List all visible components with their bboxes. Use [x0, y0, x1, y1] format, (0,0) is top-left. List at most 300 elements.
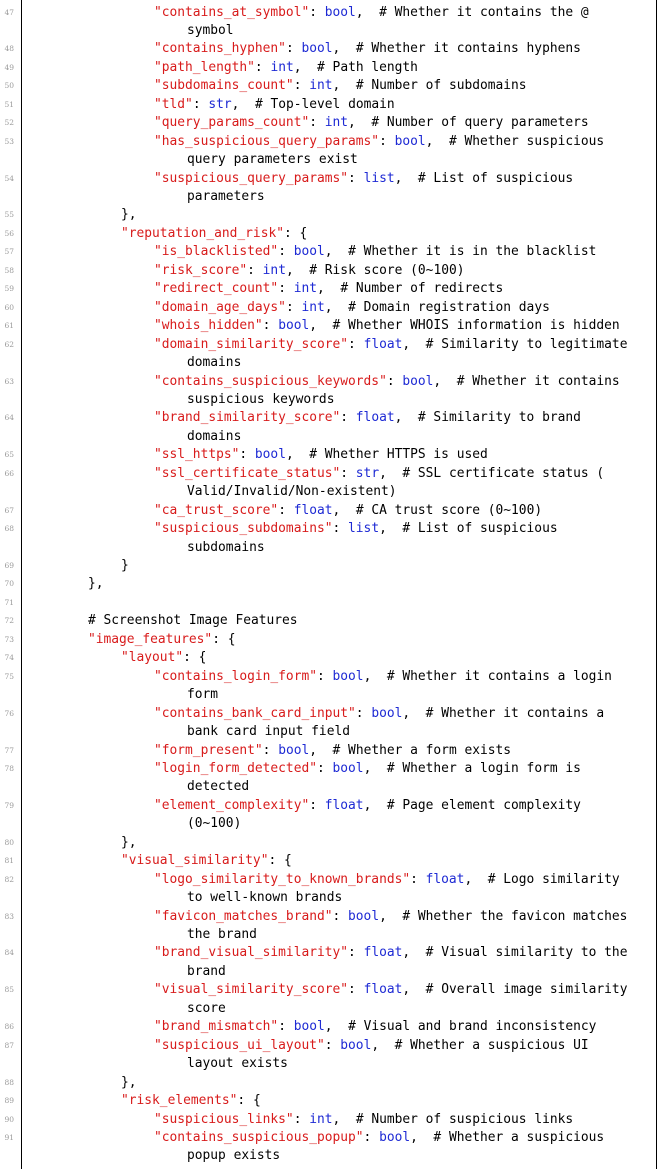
- code-text: [154, 1129, 604, 1147]
- code-line: [0, 834, 661, 852]
- string-token: "tld": [154, 96, 193, 112]
- punctuation-token: ,: [324, 299, 349, 315]
- code-text: [154, 742, 511, 760]
- punctuation-token: ,: [324, 1019, 349, 1035]
- code-line: [0, 373, 661, 391]
- code-line: [0, 59, 661, 77]
- comment-token: # Page element complexity: [386, 797, 581, 813]
- string-token: "reputation_and_risk": [121, 225, 284, 241]
- punctuation-token: :: [278, 244, 294, 260]
- punctuation-token: ,: [371, 1037, 395, 1053]
- comment-token: # Whether it is in the blacklist: [348, 244, 597, 260]
- comment-token: # Similarity to brand: [417, 410, 581, 426]
- code-line: [0, 170, 661, 188]
- code-text: [187, 815, 241, 833]
- code-line: [0, 151, 661, 169]
- punctuation-token: ,: [379, 521, 403, 537]
- punctuation-token: ,: [332, 78, 356, 94]
- comment-token: layout exists: [187, 1056, 288, 1072]
- type-token: bool: [332, 760, 364, 776]
- punctuation-token: :: [379, 133, 395, 149]
- comment-token: # SSL certificate status (: [402, 465, 605, 481]
- comment-token: Valid/Invalid/Non-existent): [187, 484, 397, 500]
- punctuation-token: :: [348, 170, 364, 186]
- comment-token: # Whether a suspicious: [433, 1129, 605, 1145]
- comment-token: # Whether a login form is: [386, 760, 581, 776]
- code-line: [0, 336, 661, 354]
- punctuation-token: :: [247, 262, 263, 278]
- string-token: "contains_suspicious_keywords": [154, 373, 387, 389]
- code-text: [187, 188, 265, 206]
- punctuation-token: :: [316, 668, 333, 684]
- punctuation-token: },: [121, 834, 137, 850]
- code-line: [0, 926, 661, 944]
- string-token: "brand_similarity_score": [154, 410, 341, 426]
- comment-token: # Path length: [317, 59, 418, 75]
- code-text: [187, 778, 249, 796]
- code-line: [0, 243, 661, 261]
- comment-token: form: [187, 687, 219, 703]
- code-text: [154, 871, 620, 889]
- punctuation-token: ,: [355, 4, 380, 20]
- line-number: 71: [4, 597, 14, 607]
- punctuation-token: :: [262, 742, 279, 758]
- type-token: bool: [348, 908, 380, 924]
- code-text: [154, 77, 527, 95]
- type-token: int: [270, 59, 294, 75]
- line-number: 49: [4, 62, 14, 72]
- type-token: bool: [379, 1129, 411, 1145]
- comment-token: # Whether a form exists: [332, 742, 512, 758]
- code-text: [121, 834, 137, 852]
- code-text: [154, 243, 596, 261]
- type-token: bool: [324, 4, 356, 20]
- type-token: bool: [402, 373, 434, 389]
- comment-token: # Whether it contains hyphens: [355, 41, 581, 57]
- code-line: [0, 963, 661, 981]
- comment-token: # Whether HTTPS is used: [309, 447, 488, 463]
- code-line: [0, 871, 661, 889]
- code-line: [0, 778, 661, 796]
- punctuation-token: :: [293, 1111, 310, 1127]
- code-line: [0, 889, 661, 907]
- code-text: [154, 262, 464, 280]
- code-text: [154, 502, 542, 520]
- punctuation-token: },: [121, 207, 137, 223]
- line-number: 69: [4, 561, 14, 570]
- punctuation-token: :: [340, 465, 356, 481]
- line-number: 76: [4, 708, 14, 718]
- code-text: [187, 723, 350, 741]
- code-line: [0, 575, 661, 593]
- code-line: [0, 539, 661, 557]
- code-text: [154, 446, 488, 464]
- comment-token: domains: [187, 428, 242, 444]
- code-text: [154, 299, 550, 317]
- code-line: [0, 354, 661, 372]
- code-line: [0, 262, 661, 280]
- punctuation-token: ,: [402, 982, 426, 998]
- code-line: [0, 797, 661, 815]
- type-token: bool: [278, 742, 310, 758]
- code-line: [0, 520, 661, 538]
- code-text: [187, 926, 257, 944]
- comment-token: # Whether it contains a: [425, 705, 605, 721]
- code-line: [0, 686, 661, 704]
- comment-token: # Screenshot Image Features: [88, 613, 298, 629]
- code-line: [0, 631, 661, 649]
- punctuation-token: ,: [425, 133, 449, 149]
- type-token: bool: [278, 318, 310, 334]
- line-number: 81: [4, 856, 14, 866]
- code-line: [0, 852, 661, 870]
- code-text: [187, 391, 334, 409]
- code-line: [0, 40, 661, 58]
- type-token: str: [208, 96, 232, 112]
- string-token: "login_form_detected": [154, 760, 317, 776]
- punctuation-token: :: [332, 908, 349, 924]
- code-line: [0, 22, 661, 40]
- comment-token: # Whether WHOIS information is hidden: [332, 318, 620, 334]
- punctuation-token: :: [309, 115, 325, 131]
- code-text: [154, 520, 558, 538]
- punctuation-token: :: [285, 41, 302, 57]
- punctuation-token: :: [239, 447, 255, 463]
- type-token: bool: [293, 244, 325, 260]
- punctuation-token: :: [348, 982, 364, 998]
- line-number: 91: [4, 1132, 14, 1142]
- code-line: [0, 944, 661, 962]
- code-line: [0, 705, 661, 723]
- code-line: [0, 908, 661, 926]
- code-text: [121, 1074, 137, 1092]
- code-text: [154, 4, 589, 22]
- code-line: [0, 446, 661, 464]
- line-number: 78: [4, 763, 14, 773]
- string-token: "element_complexity": [154, 797, 310, 813]
- comment-token: # Whether it contains: [456, 373, 620, 389]
- punctuation-token: ,: [402, 945, 426, 961]
- code-line: [0, 1000, 661, 1018]
- string-token: "layout": [121, 650, 184, 666]
- line-number: 65: [4, 450, 14, 460]
- string-token: "ssl_https": [154, 447, 240, 463]
- code-text: [187, 539, 265, 557]
- punctuation-token: ,: [231, 96, 255, 112]
- code-text: [154, 59, 418, 77]
- code-text: [154, 373, 620, 391]
- comment-token: # Visual similarity to the: [425, 945, 628, 961]
- line-number: 85: [4, 985, 14, 995]
- line-number: 74: [4, 653, 14, 663]
- punctuation-token: }: [121, 558, 129, 573]
- comment-token: the brand: [187, 927, 257, 942]
- line-number: 57: [4, 247, 14, 257]
- punctuation-token: :: [348, 336, 364, 352]
- string-token: "brand_mismatch": [154, 1019, 279, 1035]
- code-line: [0, 483, 661, 501]
- punctuation-token: :: [309, 797, 325, 813]
- comment-token: domains: [187, 355, 242, 371]
- code-line: [0, 225, 661, 243]
- string-token: "favicon_matches_brand": [154, 908, 333, 924]
- punctuation-token: :: [262, 318, 279, 334]
- punctuation-token: : {: [237, 1093, 261, 1109]
- code-line: [0, 612, 661, 630]
- code-text: [187, 22, 234, 40]
- comment-token: (0~100): [187, 816, 242, 832]
- line-number: 86: [4, 1022, 14, 1032]
- code-line: [0, 133, 661, 151]
- code-text: [154, 317, 620, 335]
- code-text: [187, 428, 241, 446]
- type-token: float: [363, 945, 403, 961]
- line-number: 77: [4, 745, 14, 755]
- code-text: [154, 336, 627, 354]
- punctuation-token: :: [324, 1037, 341, 1053]
- string-token: "contains_at_symbol": [154, 4, 310, 20]
- punctuation-token: ,: [285, 447, 310, 463]
- line-number: 52: [4, 118, 14, 128]
- code-text: [154, 114, 589, 132]
- type-token: float: [363, 336, 403, 352]
- code-text: [154, 465, 604, 483]
- punctuation-token: ,: [394, 170, 418, 186]
- string-token: "contains_suspicious_popup": [154, 1129, 364, 1145]
- line-number: 75: [4, 671, 14, 681]
- line-number: 67: [4, 505, 14, 515]
- line-number: 64: [4, 413, 14, 423]
- string-token: "suspicious_ui_layout": [154, 1037, 325, 1053]
- string-token: "ssl_certificate_status": [154, 465, 341, 481]
- string-token: "contains_bank_card_input": [154, 705, 356, 721]
- string-token: "domain_age_days": [154, 299, 286, 315]
- punctuation-token: ,: [379, 465, 403, 481]
- punctuation-token: ,: [402, 705, 426, 721]
- type-token: int: [324, 115, 349, 131]
- code-line: [0, 1055, 661, 1073]
- line-number: 54: [4, 173, 14, 183]
- string-token: "suspicious_links": [154, 1111, 294, 1127]
- comment-token: parameters: [187, 189, 265, 204]
- string-token: "path_length": [154, 59, 255, 75]
- line-number: 55: [4, 210, 14, 220]
- code-text: [154, 40, 581, 58]
- line-number: 53: [4, 136, 14, 146]
- comment-token: popup exists: [187, 1148, 281, 1164]
- punctuation-token: ,: [402, 336, 426, 352]
- punctuation-token: :: [285, 299, 302, 315]
- punctuation-token: ,: [464, 871, 488, 887]
- string-token: "suspicious_query_params": [154, 170, 349, 186]
- type-token: bool: [301, 41, 333, 57]
- punctuation-token: :: [386, 373, 403, 389]
- code-text: [121, 649, 206, 667]
- code-line: [0, 280, 661, 298]
- line-number: 51: [4, 99, 14, 109]
- code-text: [187, 1055, 288, 1073]
- code-line: [0, 114, 661, 132]
- punctuation-token: : {: [283, 225, 308, 241]
- line-number: 48: [4, 44, 14, 54]
- code-line: [0, 1037, 661, 1055]
- line-number: 68: [4, 524, 14, 534]
- code-line: [0, 1018, 661, 1036]
- code-text: [187, 483, 397, 501]
- type-token: int: [301, 299, 325, 315]
- punctuation-token: : {: [183, 650, 207, 666]
- punctuation-token: ,: [309, 318, 333, 334]
- comment-token: # Similarity to legitimate: [425, 336, 628, 352]
- comment-token: # Whether a suspicious UI: [394, 1037, 589, 1053]
- type-token: list: [363, 170, 395, 186]
- punctuation-token: :: [192, 96, 209, 112]
- line-number: 88: [4, 1077, 14, 1087]
- code-line: [0, 760, 661, 778]
- punctuation-token: : {: [212, 631, 236, 647]
- code-text: [187, 686, 218, 704]
- line-number: 47: [4, 7, 14, 17]
- punctuation-token: },: [88, 576, 104, 592]
- punctuation-token: ,: [433, 373, 457, 389]
- code-line: [0, 815, 661, 833]
- code-text: [88, 612, 298, 630]
- line-number: 56: [4, 228, 14, 238]
- type-token: float: [425, 871, 465, 887]
- type-token: int: [293, 281, 318, 297]
- code-line: [0, 742, 661, 760]
- punctuation-token: :: [278, 1019, 294, 1035]
- string-token: "contains_login_form": [154, 668, 317, 684]
- punctuation-token: ,: [332, 1111, 356, 1127]
- code-text: [154, 760, 581, 778]
- code-line: [0, 96, 661, 114]
- type-token: bool: [371, 705, 403, 721]
- comment-token: bank card input field: [187, 724, 350, 740]
- string-token: "is_blacklisted": [154, 244, 279, 260]
- code-line: [0, 981, 661, 999]
- code-line: [0, 391, 661, 409]
- code-text: [154, 797, 581, 815]
- type-token: bool: [293, 1019, 325, 1035]
- line-number: 50: [4, 81, 14, 91]
- line-number: 61: [4, 321, 14, 331]
- code-text: [154, 133, 604, 151]
- code-text: [187, 963, 226, 981]
- punctuation-token: :: [332, 521, 349, 537]
- type-token: int: [309, 1111, 333, 1127]
- type-token: float: [293, 502, 333, 518]
- line-number: 82: [4, 874, 14, 884]
- punctuation-token: :: [348, 945, 364, 961]
- comment-token: query parameters exist: [187, 152, 358, 168]
- type-token: int: [262, 262, 286, 278]
- line-number: 63: [4, 376, 14, 386]
- comment-token: # Number of suspicious links: [355, 1111, 574, 1127]
- type-token: float: [363, 982, 403, 998]
- comment-token: # Whether suspicious: [448, 133, 605, 149]
- code-line: [0, 1129, 661, 1147]
- code-text: [154, 96, 395, 114]
- comment-token: detected: [187, 779, 250, 795]
- comment-token: # Top-level domain: [254, 96, 395, 112]
- type-token: list: [348, 521, 380, 537]
- punctuation-token: },: [121, 1074, 137, 1090]
- punctuation-token: ,: [324, 244, 349, 260]
- comment-token: # Logo similarity: [487, 871, 620, 887]
- code-text: [154, 1037, 589, 1055]
- punctuation-token: ,: [379, 908, 403, 924]
- string-token: "ca_trust_score": [154, 502, 279, 518]
- code-line: [0, 723, 661, 741]
- line-number: 87: [4, 1040, 14, 1050]
- line-number: 70: [4, 579, 14, 589]
- string-token: "contains_hyphen": [154, 41, 286, 57]
- string-token: "visual_similarity": [121, 853, 269, 869]
- comment-token: # Overall image similarity: [425, 982, 628, 998]
- type-token: bool: [254, 447, 286, 463]
- string-token: "query_params_count": [154, 115, 310, 131]
- punctuation-token: ,: [363, 668, 387, 684]
- string-token: "risk_score": [154, 262, 248, 278]
- type-token: bool: [340, 1037, 372, 1053]
- comment-token: # Number of redirects: [340, 281, 504, 297]
- punctuation-token: ,: [317, 281, 341, 297]
- line-number: 58: [4, 265, 14, 275]
- code-text: [154, 1111, 573, 1129]
- punctuation-token: ,: [410, 1129, 434, 1145]
- punctuation-token: : {: [268, 853, 292, 869]
- line-number: 62: [4, 339, 14, 349]
- line-number: 72: [4, 616, 14, 626]
- code-line: [0, 188, 661, 206]
- type-token: int: [309, 78, 333, 94]
- punctuation-token: ,: [363, 797, 387, 813]
- punctuation-token: :: [355, 705, 372, 721]
- code-text: [154, 944, 627, 962]
- line-number: 80: [4, 837, 14, 847]
- punctuation-token: :: [278, 281, 294, 297]
- punctuation-token: ,: [394, 410, 418, 426]
- code-line: [0, 502, 661, 520]
- code-text: [187, 151, 358, 169]
- code-text: [154, 409, 581, 427]
- comment-token: # Risk score (0~100): [309, 262, 465, 278]
- string-token: "has_suspicious_query_params": [154, 133, 380, 149]
- code-line: [0, 1092, 661, 1110]
- string-token: "visual_similarity_score": [154, 982, 349, 998]
- type-token: str: [355, 465, 380, 481]
- code-text: [121, 852, 292, 870]
- line-number: 84: [4, 948, 14, 958]
- code-line: [0, 649, 661, 667]
- code-line: [0, 1111, 661, 1129]
- punctuation-token: :: [278, 502, 294, 518]
- code-line: [0, 594, 661, 612]
- comment-token: to well-known brands: [187, 890, 343, 906]
- code-text: [154, 1018, 596, 1036]
- comment-token: # Whether it contains the @: [379, 4, 589, 20]
- string-token: "risk_elements": [121, 1093, 238, 1109]
- punctuation-token: :: [316, 760, 333, 776]
- code-line: [0, 557, 661, 575]
- code-text: [154, 981, 627, 999]
- punctuation-token: ,: [332, 502, 356, 518]
- line-number: 90: [4, 1114, 14, 1124]
- line-number: 59: [4, 284, 14, 294]
- comment-token: # Domain registration days: [348, 299, 550, 315]
- punctuation-token: ,: [348, 115, 372, 131]
